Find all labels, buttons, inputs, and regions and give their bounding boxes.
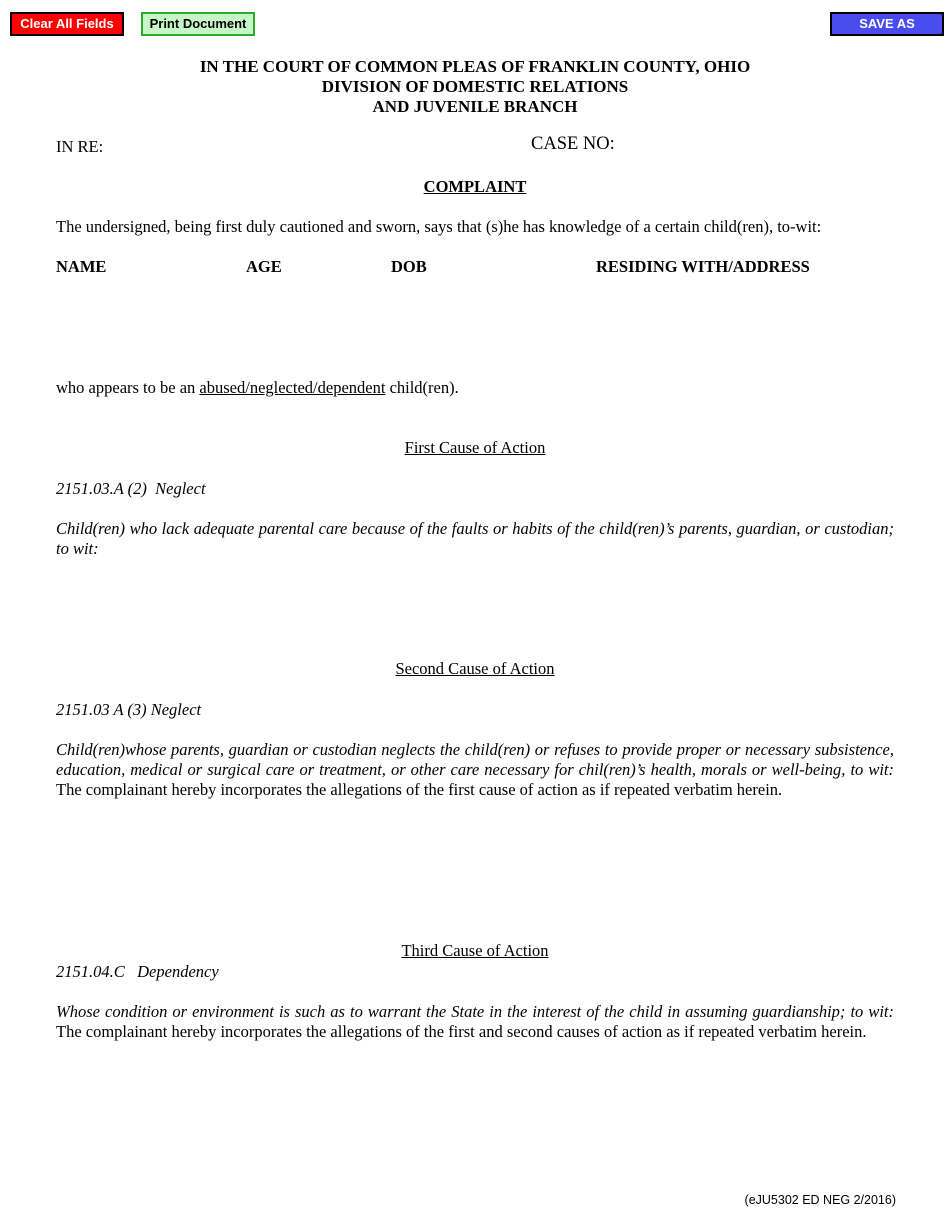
first-cause-text <box>56 519 894 559</box>
appears-type: abused/neglected/dependent <box>199 378 386 397</box>
court-name-line1: IN THE COURT OF COMMON PLEAS OF FRANKLIN COUNTY, OHIO <box>199 57 751 76</box>
form-footer-code: (eJU5302 ED NEG 2/2016) <box>744 1193 896 1207</box>
first-cause-italic-text: Child(ren) who lack adequate parental care because of the faults or habits of the child(ren)’s parents, guardian, or custodian; to wit: <box>56 519 894 558</box>
intro-text: The undersigned, being first duly cautioned and sworn, says that (s)he has knowledge of a certain child(ren), to-wit: <box>56 217 822 236</box>
third-cause-plain-text: The complainant hereby incorporates the allegations of the first and second causes of action as if repeated verbatim herein. <box>56 1022 867 1041</box>
column-header-name: NAME <box>56 257 107 276</box>
print-document-button[interactable]: Print Document <box>141 12 255 36</box>
column-header-age: AGE <box>246 257 282 276</box>
first-cause-heading: First Cause of Action <box>404 438 546 457</box>
appears-line <box>56 378 459 398</box>
in-re-label: IN RE: <box>56 137 104 156</box>
court-name-line3: AND JUVENILE BRANCH <box>372 97 578 116</box>
second-cause-text <box>56 740 894 800</box>
court-name-line2: DIVISION OF DOMESTIC RELATIONS <box>321 77 629 96</box>
clear-all-fields-button[interactable]: Clear All Fields <box>10 12 124 36</box>
column-header-dob: DOB <box>391 257 427 276</box>
column-header-residing: RESIDING WITH/ADDRESS <box>596 257 810 276</box>
first-cause-statute: 2151.03.A (2) Neglect <box>56 479 206 498</box>
complaint-title: COMPLAINT <box>423 177 527 196</box>
second-cause-statute: 2151.03 A (3) Neglect <box>56 700 202 719</box>
second-cause-italic-text: Child(ren)whose parents, guardian or custodian neglects the child(ren) or refuses to provide proper or necessary subsistence, education, medical or surgical care or treatment, or other care necessary for chil(ren)’s health, morals or well-being, to wit: <box>56 740 894 779</box>
appears-prefix: who appears to be an <box>56 378 200 397</box>
case-no-label: CASE NO: <box>531 134 615 154</box>
save-as-button[interactable]: SAVE AS <box>830 12 944 36</box>
third-cause-italic-text: Whose condition or environment is such as to warrant the State in the interest of the child in assuming guardianship; to wit: <box>56 1002 894 1021</box>
third-cause-text <box>56 1002 894 1042</box>
second-cause-heading: Second Cause of Action <box>395 659 555 678</box>
third-cause-statute: 2151.04.C Dependency <box>56 962 219 981</box>
second-cause-plain-text: The complainant hereby incorporates the allegations of the first cause of action as if repeated verbatim herein. <box>56 780 783 799</box>
third-cause-heading: Third Cause of Action <box>401 941 549 960</box>
appears-suffix: child(ren). <box>385 378 459 397</box>
